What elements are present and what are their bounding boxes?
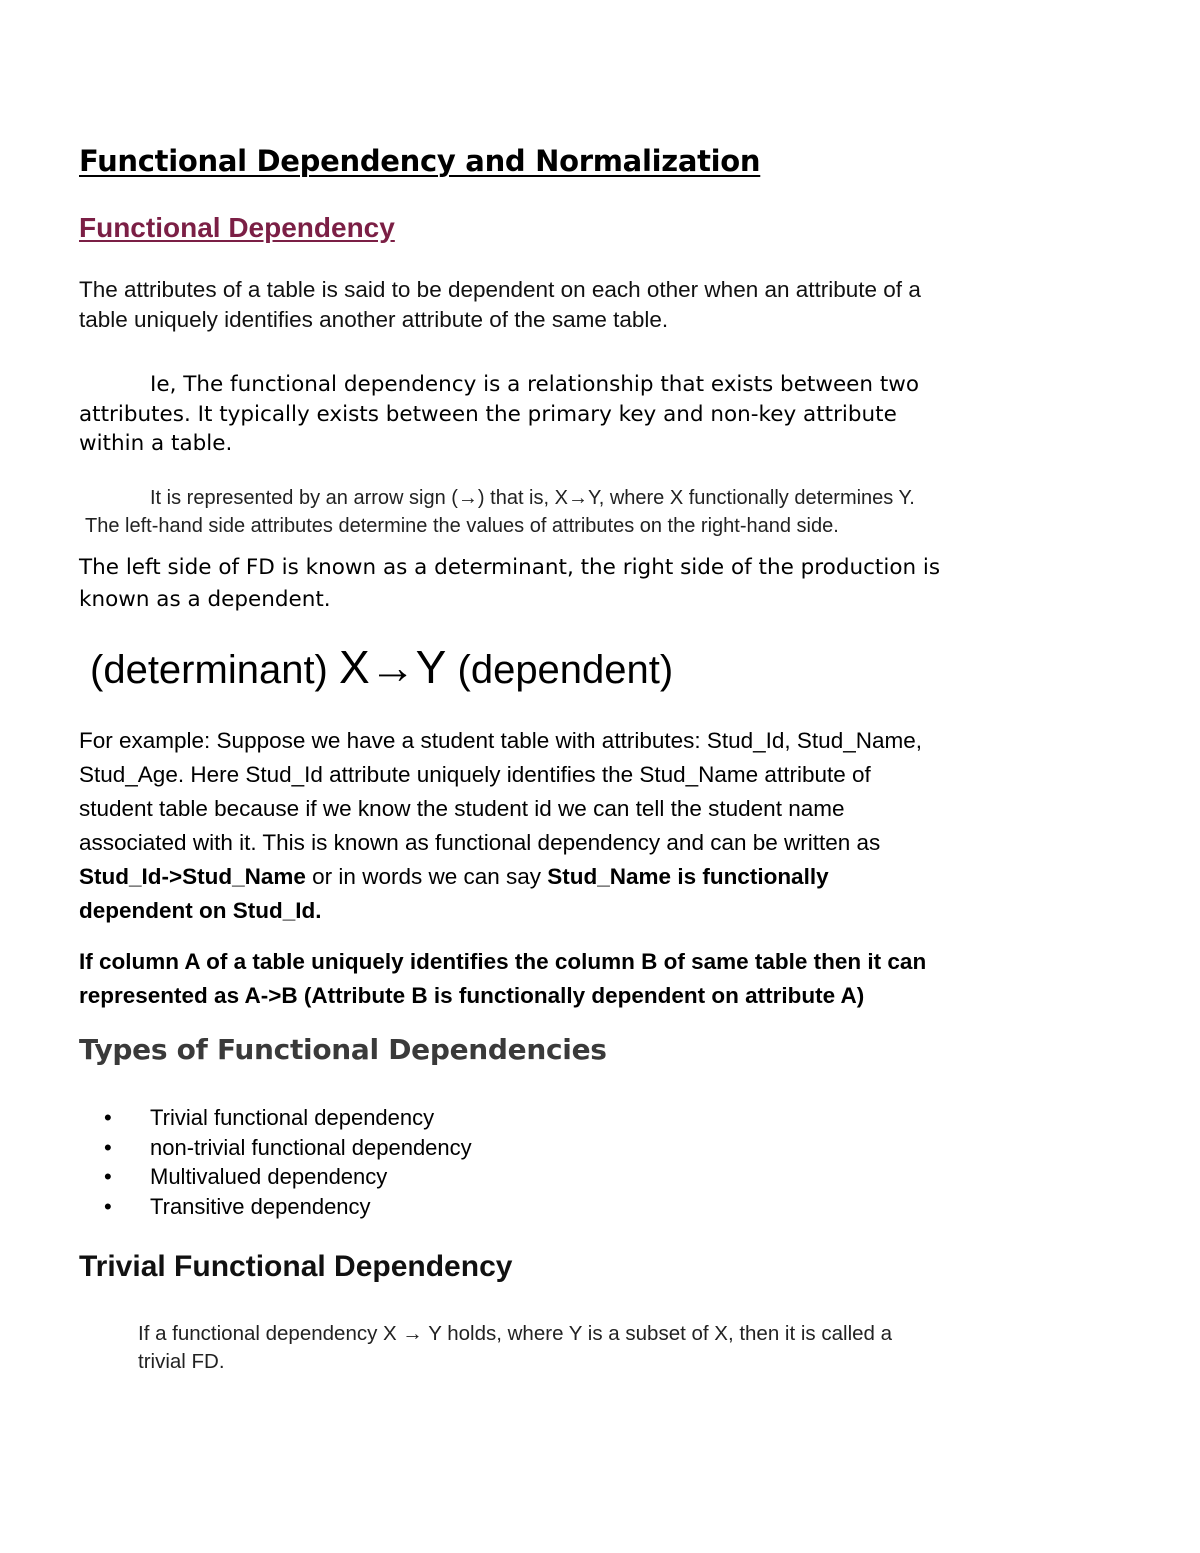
arrow-line: It is represented by an arrow sign (→) that is, X→Y, where X functionally determines Y.	[150, 487, 915, 509]
list-item	[79, 1133, 472, 1163]
ie-line: within a table.	[79, 431, 233, 456]
arrow-paragraph	[79, 484, 915, 540]
ie-line: attributes. It typically exists between the primary key and non-key attribute	[79, 401, 897, 427]
example-line: student table because if we know the student id we can tell the student name	[79, 796, 845, 821]
trivial-paragraph	[138, 1320, 892, 1376]
bullet-icon: •	[104, 1105, 112, 1130]
definition-line: The attributes of a table is said to be dependent on each other when an attribute of a	[79, 277, 921, 302]
example-bold-phrase: Stud_Name is functionally	[547, 864, 829, 889]
determinant-paragraph	[79, 552, 940, 616]
fd-formula	[90, 636, 673, 701]
list-item	[79, 1103, 472, 1133]
list-item	[79, 1162, 472, 1192]
example-line: For example: Suppose we have a student table with attributes: Stud_Id, Stud_Name,	[79, 728, 922, 753]
list-item-label: Transitive dependency	[150, 1194, 371, 1220]
list-item-label: Trivial functional dependency	[150, 1105, 435, 1130]
bullet-icon: •	[104, 1164, 112, 1190]
list-item-label: non-trivial functional dependency	[150, 1134, 472, 1160]
example-bold-phrase-end: dependent on Stud_Id.	[79, 898, 322, 923]
ie-paragraph	[79, 370, 919, 459]
example-line	[79, 860, 922, 894]
document-title: Functional Dependency and Normalization	[79, 144, 761, 178]
section-heading-functional-dependency: Functional Dependency	[79, 212, 395, 243]
types-list	[79, 1103, 472, 1222]
formula-expression: X→Y	[339, 641, 447, 693]
definition-line: table uniquely identifies another attribute of the same table.	[79, 307, 669, 332]
formula-dependent: (dependent)	[457, 648, 674, 692]
trivial-line: If a functional dependency X → Y holds, where Y is a subset of X, then it is called a	[138, 1322, 893, 1345]
example-line	[79, 894, 922, 928]
trivial-line: trivial FD.	[138, 1350, 225, 1373]
rule-line: represented as A->B (Attribute B is functionally dependent on attribute A)	[79, 983, 865, 1008]
list-item-label: Multivalued dependency	[150, 1164, 388, 1190]
example-line: Stud_Age. Here Stud_Id attribute uniquely identifies the Stud_Name attribute of	[79, 762, 871, 787]
rule-paragraph	[79, 945, 926, 1013]
bullet-icon: •	[104, 1134, 112, 1160]
example-paragraph	[79, 724, 922, 928]
example-line: associated with it. This is known as functional dependency and can be written as	[79, 830, 881, 855]
determinant-line: known as a dependent.	[79, 587, 331, 612]
types-heading: Types of Functional Dependencies	[79, 1033, 607, 1066]
ie-line: Ie, The functional dependency is a relationship that exists between two	[150, 372, 920, 397]
definition-paragraph	[79, 275, 921, 335]
arrow-line: The left-hand side attributes determine the values of attributes on the right-hand side.	[85, 515, 839, 537]
rule-line: If column A of a table uniquely identifies the column B of same table then it can	[79, 949, 927, 974]
determinant-line: The left side of FD is known as a determinant, the right side of the production is	[79, 555, 941, 580]
example-bold-fd: Stud_Id->Stud_Name	[79, 864, 306, 889]
bullet-icon: •	[104, 1194, 112, 1220]
trivial-heading: Trivial Functional Dependency	[79, 1250, 513, 1283]
list-item	[79, 1192, 472, 1222]
formula-determinant: (determinant)	[90, 648, 328, 692]
example-plain: or in words we can say	[305, 864, 548, 889]
